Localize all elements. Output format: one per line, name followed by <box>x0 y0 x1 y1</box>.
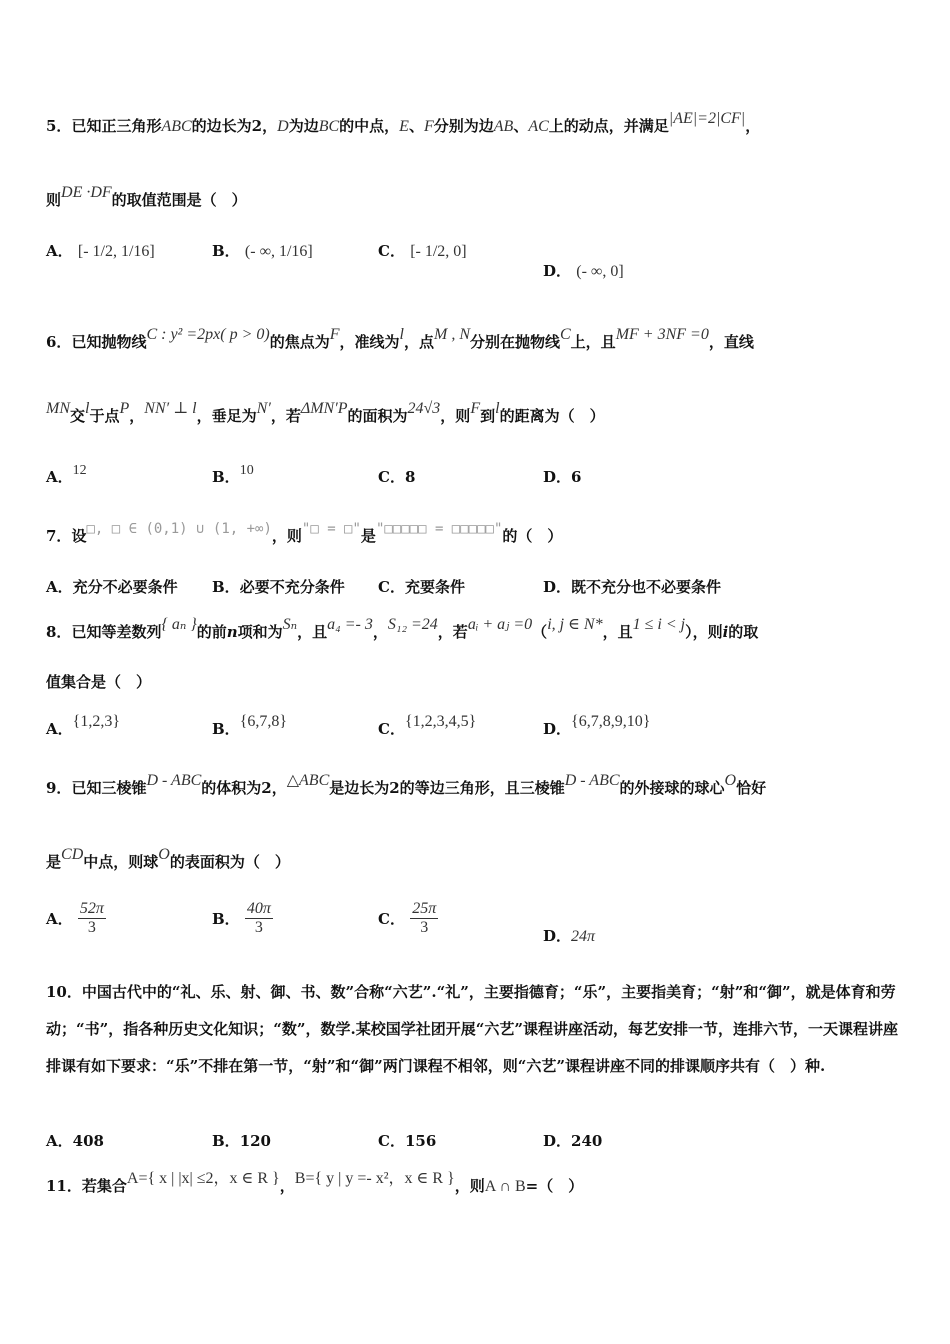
option-fraction <box>245 900 273 937</box>
q5-text: 的边长为2， <box>191 117 278 135</box>
option-label: B． <box>212 578 240 596</box>
q8-option-a[interactable] <box>46 713 120 739</box>
option-label: A． <box>46 468 73 486</box>
option-value: 充要条件 <box>404 578 465 596</box>
q8-text: ，且 <box>602 623 633 641</box>
q8-option-c[interactable] <box>378 713 477 739</box>
math-expr: i <box>722 623 729 641</box>
question-number: 6． <box>46 333 72 351</box>
q9-text: 是 <box>46 853 62 871</box>
q6-text: 已知抛物线 <box>71 333 147 351</box>
option-expr: [- 1/2, 0] <box>410 243 467 260</box>
option-value: 24π <box>571 928 596 945</box>
q6-text: ， <box>129 407 145 425</box>
question-number: 11． <box>46 1177 82 1195</box>
option-value: 8 <box>404 468 416 486</box>
math-expr: { aₙ } <box>161 616 197 633</box>
q8-text: 的取 <box>728 623 759 641</box>
q5-text: 已知正三角形 <box>71 117 162 135</box>
q8-text: 的前 <box>196 623 227 641</box>
q9-text: 已知三棱锥 <box>71 779 147 797</box>
option-label: B． <box>212 720 240 738</box>
option-label: D． <box>543 1132 572 1150</box>
question-number: 10． <box>46 983 82 1001</box>
q8-text: ，且 <box>297 623 328 641</box>
q8-line2 <box>46 672 151 692</box>
math-expr: a₄ =- 3 <box>327 616 373 633</box>
q11-text: =（ ） <box>525 1177 584 1195</box>
q5-text: 则 <box>46 191 62 209</box>
option-value: 既不充分也不必要条件 <box>571 578 722 596</box>
question-number: 8． <box>46 623 72 641</box>
math-expr: aᵢ + aⱼ =0 <box>467 616 533 633</box>
q6-text: 的面积为 <box>347 407 408 425</box>
q9-option-d[interactable] <box>543 925 595 946</box>
option-value: 120 <box>239 1132 271 1150</box>
q7-option-d[interactable] <box>543 576 721 597</box>
math-expr: D <box>277 118 289 135</box>
math-expr: MN <box>46 400 70 417</box>
option-value: 156 <box>404 1132 437 1150</box>
option-value: 6 <box>571 468 582 486</box>
q6-text: ，准线为 <box>339 333 400 351</box>
q5-option-a[interactable] <box>46 240 155 261</box>
q7-option-a[interactable] <box>46 576 178 597</box>
q6-line2 <box>46 400 605 427</box>
q6-option-b[interactable] <box>212 463 254 487</box>
question-number: 9． <box>46 779 72 797</box>
option-value: 10 <box>239 463 254 478</box>
option-value: 240 <box>571 1132 603 1150</box>
q6-text: 于点 <box>89 407 120 425</box>
q6-text: ，点 <box>403 333 434 351</box>
fraction-numerator: 25π <box>412 900 437 917</box>
math-expr: ABC <box>161 118 192 135</box>
option-label: C． <box>378 1132 405 1150</box>
q8-text: ），则 <box>685 623 723 641</box>
math-expr: S₁₂ =24 <box>387 616 438 633</box>
fraction-numerator: 40π <box>246 900 271 917</box>
option-value: {1,2,3,4,5} <box>404 713 477 730</box>
option-fraction <box>410 900 438 937</box>
q5-text: 、 <box>513 117 529 135</box>
q9-text: 是边长为2的等边三角形，且三棱锥 <box>329 779 565 797</box>
math-expr: △ABC <box>286 772 330 789</box>
math-expr: n <box>226 623 238 641</box>
math-expr: A={ x | |x| ≤2，x ∈ R } <box>126 1170 280 1187</box>
math-expr: NN′ ⊥ l <box>144 400 197 417</box>
q10-option-b[interactable] <box>212 1130 271 1151</box>
option-label: D． <box>543 262 572 280</box>
math-expr: |AE|=2|CF| <box>668 110 746 127</box>
question-number: 5． <box>46 117 72 135</box>
q5-text: 的中点， <box>339 117 400 135</box>
option-fraction <box>78 900 106 937</box>
option-label: A． <box>46 578 73 596</box>
q7-text: 设 <box>71 527 87 545</box>
q9-line1 <box>46 772 767 799</box>
q8-text: 已知等差数列 <box>71 623 162 641</box>
q8-option-b[interactable] <box>212 713 288 739</box>
q9-text: 中点，则球 <box>83 853 159 871</box>
option-label: C． <box>378 720 405 738</box>
option-label: D． <box>543 578 572 596</box>
fraction-denominator: 3 <box>87 919 96 936</box>
math-expr: M , N <box>433 326 470 343</box>
math-expr: "□ = □" <box>301 521 361 537</box>
q7-text: 的（ ） <box>502 527 563 545</box>
option-value: {6,7,8,9,10} <box>571 713 651 730</box>
q8-text: ，若 <box>437 623 468 641</box>
math-expr: N′ <box>256 400 271 417</box>
q10-text: 中国古代中的“礼、乐、射、御、书、数”合称“六艺”.“礼”，主要指德育；“乐”，主要指美育；“射”和“御”，就是体育和劳动；“书”，指各种历史文化知识；“数”，数学.某校国学社团开展“六艺”课程讲座活动，每艺安排一节，连排六节，一天课程讲座排课有如下要求：“乐”不排在第一节，“射”和“御”两门课程不相邻，则“六艺”课程讲座不同的排课顺序共有（ ）种. <box>46 983 898 1075</box>
q9-text: 的外接球的球心 <box>619 779 725 797</box>
q6-line1 <box>46 326 754 353</box>
math-expr: P <box>119 400 130 417</box>
q6-option-c[interactable] <box>378 466 415 487</box>
math-expr: E <box>399 118 409 135</box>
q6-text: ，若 <box>270 407 301 425</box>
q9-line2 <box>46 846 290 873</box>
option-label: C． <box>378 910 405 928</box>
math-expr: F <box>329 326 340 343</box>
option-value: {1,2,3} <box>72 713 120 730</box>
q10-paragraph <box>46 974 906 1085</box>
q10-option-a[interactable] <box>46 1130 104 1151</box>
q9-option-b[interactable] <box>212 900 273 937</box>
math-expr: F <box>423 118 434 135</box>
option-label: B． <box>212 1132 240 1150</box>
q5-option-d[interactable] <box>543 260 624 281</box>
q11-text: ， <box>279 1177 295 1195</box>
math-expr: O <box>724 772 737 789</box>
q6-text: 的焦点为 <box>269 333 330 351</box>
q9-text: 的体积为2， <box>201 779 287 797</box>
q6-option-d[interactable] <box>543 466 581 487</box>
option-label: A． <box>46 910 73 928</box>
math-expr: A ∩ B <box>484 1178 526 1195</box>
q8-text: 项和为 <box>237 623 283 641</box>
option-label: C． <box>378 468 405 486</box>
math-expr: 24√3 <box>407 400 441 417</box>
math-expr: "□□□□□ = □□□□□" <box>375 521 503 537</box>
question-number: 7． <box>46 527 72 545</box>
q11-text: ，则 <box>454 1177 485 1195</box>
option-label: B． <box>212 468 240 486</box>
q9-option-c[interactable] <box>378 900 438 937</box>
option-label: A． <box>46 720 73 738</box>
q7-option-b[interactable] <box>212 576 345 597</box>
option-value: 12 <box>72 463 87 478</box>
q5-line2 <box>46 184 247 211</box>
q6-text: ，垂足为 <box>196 407 257 425</box>
math-expr: l <box>85 400 90 417</box>
fraction-denominator: 3 <box>254 919 263 936</box>
q5-text: 为边 <box>288 117 319 135</box>
math-expr: DE ·DF <box>61 184 112 201</box>
q6-text: 分别在抛物线 <box>469 333 560 351</box>
q10-option-d[interactable] <box>543 1130 602 1151</box>
math-expr: □, □ ∈ (0,1) ∪ (1, +∞) <box>86 521 272 537</box>
math-expr: B={ y | y =- x²，x ∈ R } <box>294 1170 455 1187</box>
q6-text: 交 <box>70 407 86 425</box>
math-expr: BC <box>318 118 340 135</box>
math-expr: i, j ∈ N* <box>547 616 603 633</box>
q8-option-d[interactable] <box>543 713 651 739</box>
fraction-numerator: 52π <box>79 900 104 917</box>
math-expr: AB <box>493 118 514 135</box>
q7-text: ，则 <box>271 527 302 545</box>
q5-text: 上的动点，并满足 <box>548 117 669 135</box>
option-value: 408 <box>72 1132 104 1150</box>
q5-option-c[interactable] <box>378 240 467 261</box>
math-expr: D - ABC <box>564 772 620 789</box>
math-expr: MF + 3NF =0 <box>615 326 709 343</box>
q6-text: ，则 <box>440 407 471 425</box>
q8-text: （ <box>532 623 548 641</box>
q5-text: ， <box>745 117 761 135</box>
q5-option-b[interactable] <box>212 240 313 261</box>
option-expr: (- ∞, 0] <box>576 263 624 280</box>
q6-text: 到 <box>480 407 496 425</box>
q5-text: 的取值范围是（ ） <box>111 191 247 209</box>
option-value: 充分不必要条件 <box>72 578 178 596</box>
q11-text: 若集合 <box>81 1177 127 1195</box>
option-label: B． <box>212 242 240 260</box>
q8-line1 <box>46 616 759 643</box>
math-expr: l <box>399 326 404 343</box>
option-label: B． <box>212 910 240 928</box>
q7-line1 <box>46 521 563 547</box>
option-label: A． <box>46 1132 73 1150</box>
q8-text: ， <box>372 623 388 641</box>
option-label: C． <box>378 242 405 260</box>
option-label: D． <box>543 468 572 486</box>
option-label: A． <box>46 242 73 260</box>
q10-option-c[interactable] <box>378 1130 436 1151</box>
q6-text: 上，且 <box>570 333 616 351</box>
q5-text: 分别为边 <box>433 117 494 135</box>
q5-line1 <box>46 110 761 137</box>
math-expr: C : y² =2px( p > 0) <box>146 326 270 343</box>
math-expr: AC <box>528 118 549 135</box>
math-expr: 1 ≤ i < j <box>632 616 686 633</box>
q7-text: 是 <box>360 527 376 545</box>
option-expr: (- ∞, 1/16] <box>244 243 313 260</box>
math-expr: C <box>560 326 571 343</box>
option-value: 必要不充分条件 <box>239 578 345 596</box>
option-label: D． <box>543 720 572 738</box>
q5-text: 、 <box>408 117 424 135</box>
q11-line1 <box>46 1170 584 1197</box>
option-expr: [- 1/2, 1/16] <box>77 243 155 260</box>
option-value: {6,7,8} <box>239 713 288 730</box>
q9-option-a[interactable] <box>46 900 106 937</box>
q8-text: 值集合是（ ） <box>46 673 152 691</box>
math-expr: CD <box>61 846 84 863</box>
q6-text: 的距离为（ ） <box>499 407 605 425</box>
q7-option-c[interactable] <box>378 576 465 597</box>
option-label: D． <box>543 927 572 945</box>
q9-text: 恰好 <box>736 779 767 797</box>
q9-text: 的表面积为（ ） <box>169 853 290 871</box>
math-expr: ΔMN′P <box>300 400 348 417</box>
math-expr: O <box>158 846 170 863</box>
math-expr: D - ABC <box>146 772 202 789</box>
q6-text: ，直线 <box>708 333 754 351</box>
math-expr: Sₙ <box>282 616 298 633</box>
q6-option-a[interactable] <box>46 463 87 487</box>
math-expr: F <box>470 400 481 417</box>
option-label: C． <box>378 578 405 596</box>
fraction-denominator: 3 <box>420 919 429 936</box>
math-expr: l <box>495 400 500 417</box>
